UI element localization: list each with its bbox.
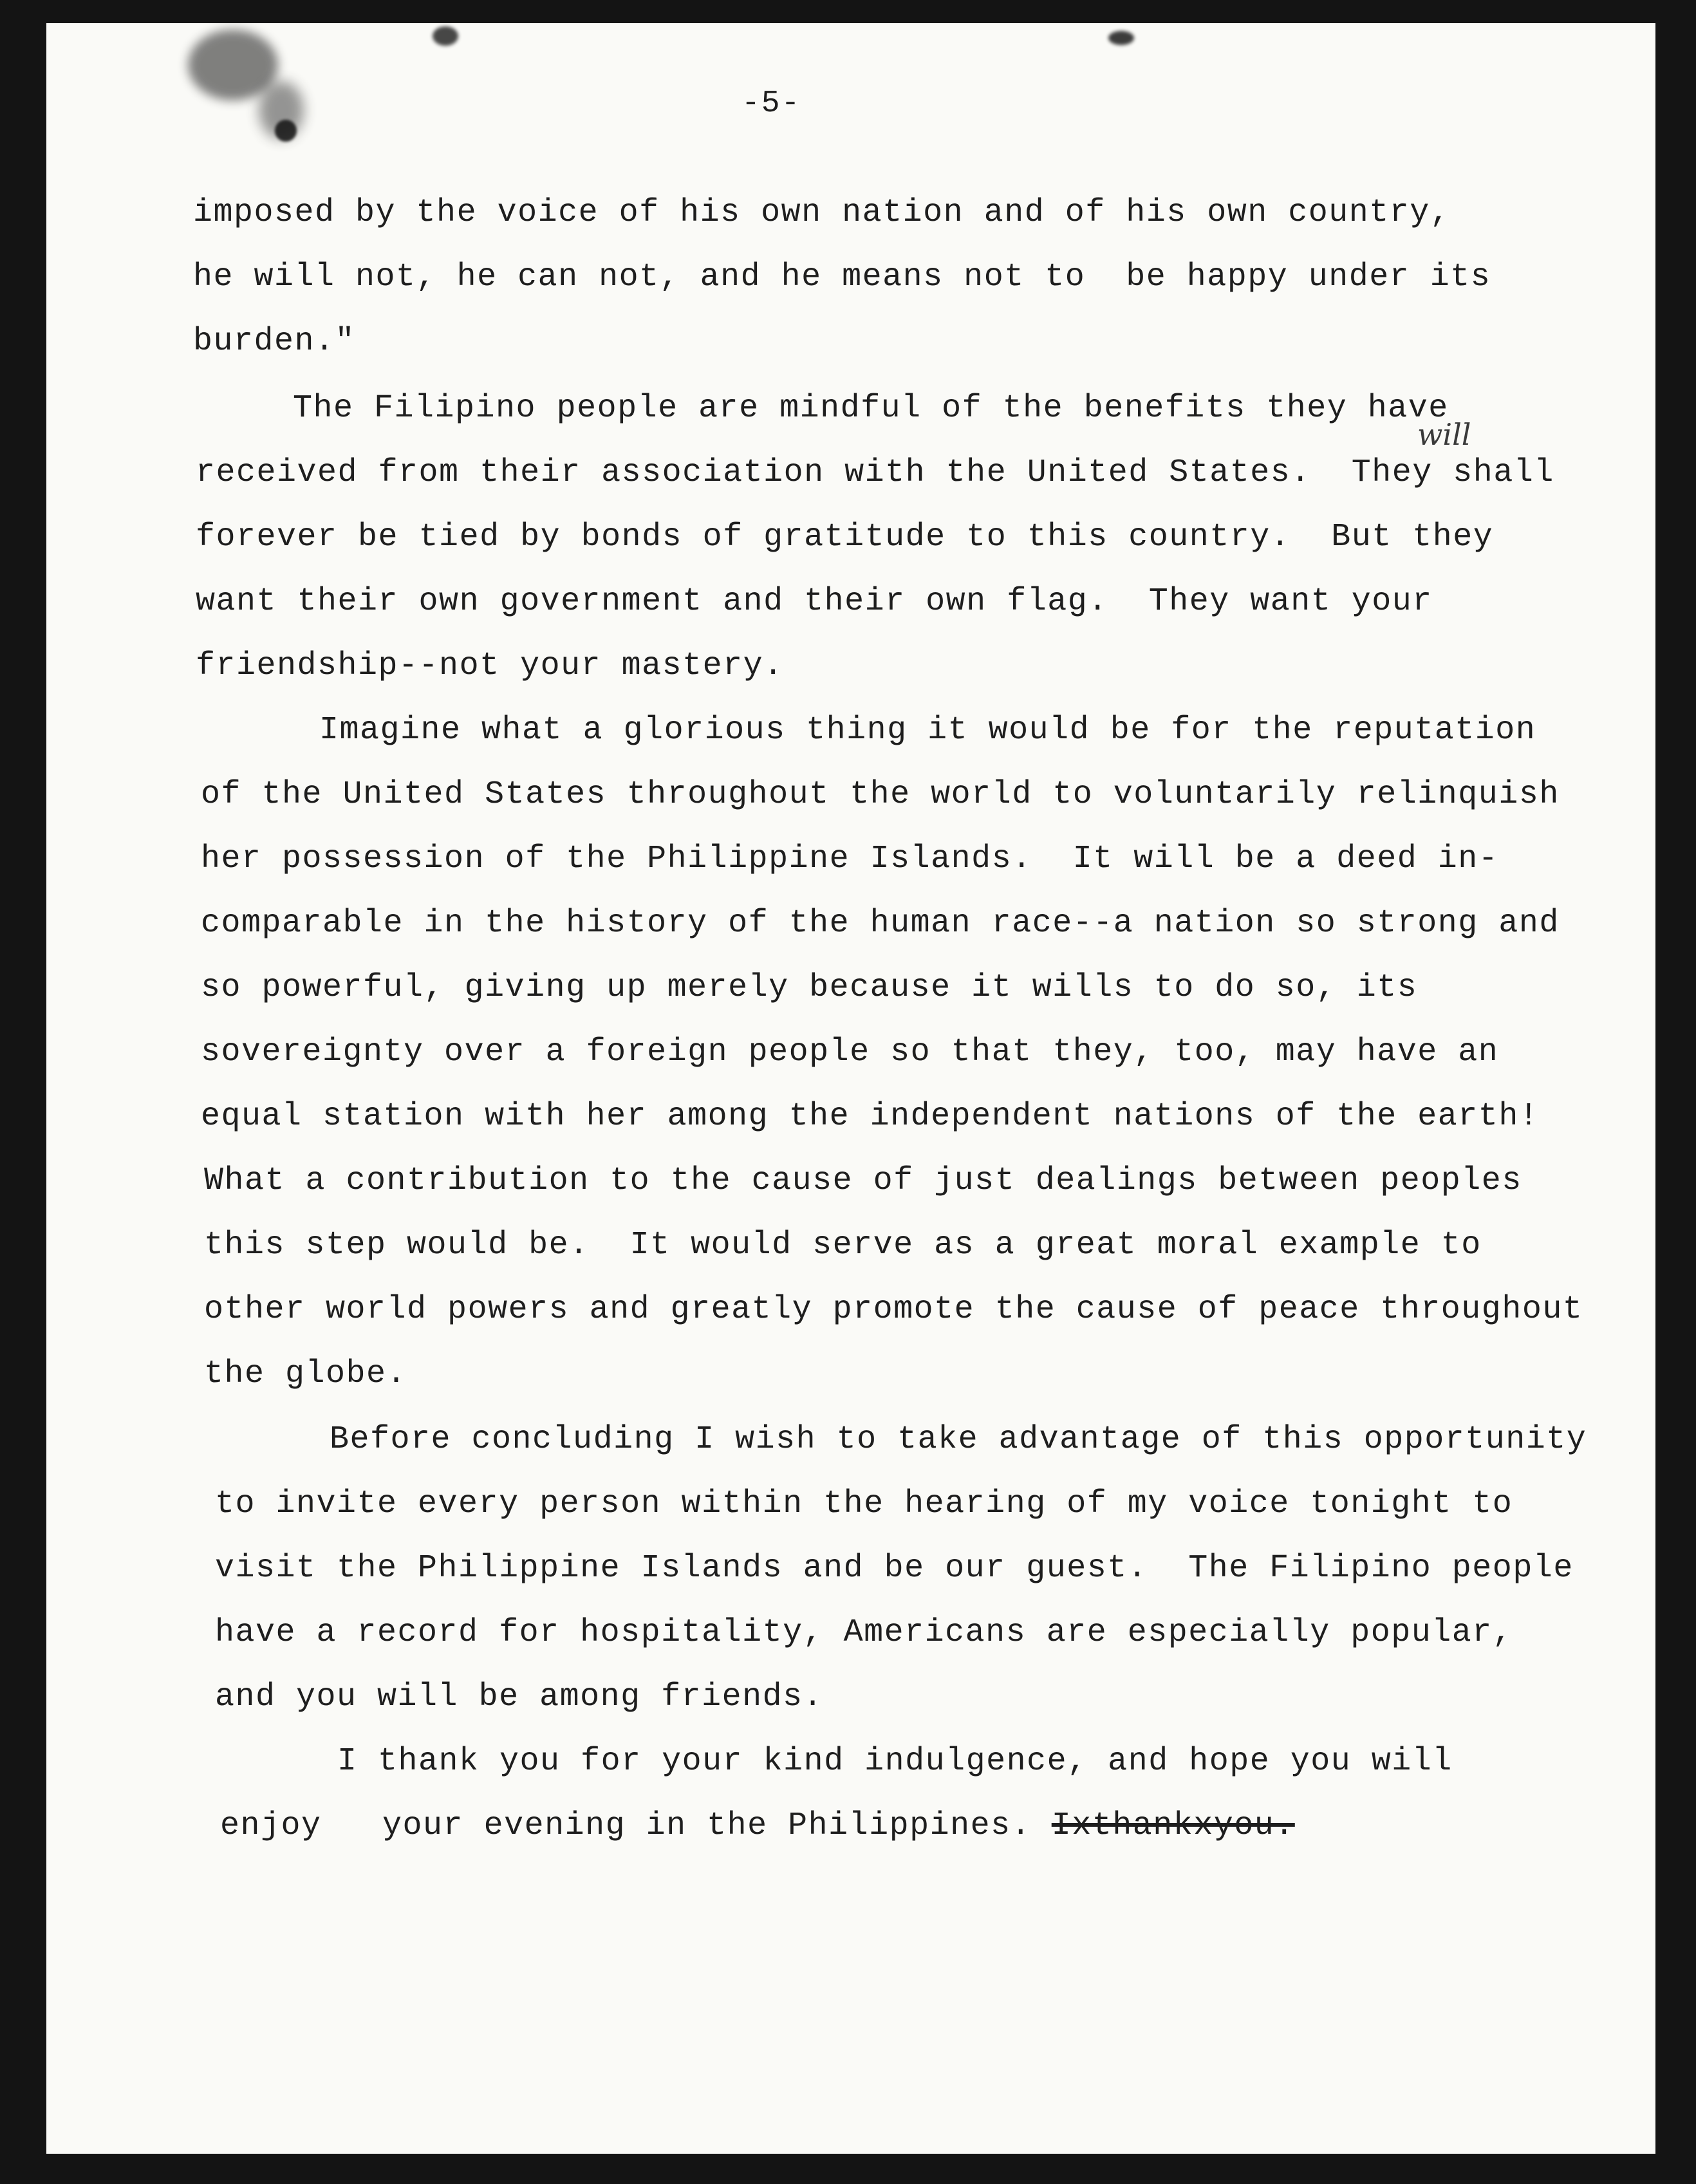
- text-line: to invite every person within the hearing of my voice tonight to: [215, 1486, 1513, 1522]
- text-line: What a contribution to the cause of just dealings between peoples: [204, 1162, 1522, 1199]
- text-line: forever be tied by bonds of gratitude to this country. But they: [196, 519, 1494, 555]
- text-line: Before concluding I wish to take advantage of this opportunity: [330, 1421, 1587, 1458]
- text-line: sovereignty over a foreign people so that they, too, may have an: [201, 1034, 1499, 1070]
- ink-smudge: [1108, 31, 1134, 45]
- text-line: her possession of the Philippine Islands. It will be a deed in-: [201, 841, 1499, 877]
- text-line: and you will be among friends.: [215, 1679, 824, 1715]
- struck-text: Ixthankxyou.: [1051, 1807, 1295, 1844]
- document-page: [46, 23, 1655, 2154]
- text-line: enjoy your evening in the Philippines. Ixthankxyou.: [220, 1807, 1295, 1844]
- text-line: burden.": [193, 323, 356, 360]
- text-line: I thank you for your kind indulgence, and hope you will: [337, 1743, 1453, 1780]
- text-line: of the United States throughout the world to voluntarily relinquish: [201, 776, 1560, 813]
- text-line: received from their association with the United States. They shall: [196, 454, 1554, 491]
- text-line: Imagine what a glorious thing it would be for the reputation: [319, 712, 1536, 749]
- text-line: this step would be. It would serve as a great moral example to: [204, 1227, 1482, 1264]
- page-number: -5-: [741, 86, 801, 121]
- text-line: he will not, he can not, and he means not to be happy under its: [193, 259, 1491, 295]
- ink-smudge: [275, 120, 297, 142]
- ink-smudge: [433, 26, 458, 46]
- text-line: so powerful, giving up merely because it wills to do so, its: [201, 969, 1418, 1006]
- handwritten-correction: will: [1417, 417, 1471, 452]
- text-line: comparable in the history of the human race--a nation so strong and: [201, 905, 1560, 942]
- text-line: other world powers and greatly promote the cause of peace throughout: [204, 1291, 1583, 1328]
- text-line: visit the Philippine Islands and be our guest. The Filipino people: [215, 1550, 1574, 1587]
- text-line: the globe.: [204, 1356, 407, 1392]
- text-line: have a record for hospitality, Americans are especially popular,: [215, 1614, 1513, 1651]
- text-line: The Filipino people are mindful of the benefits they have: [293, 390, 1449, 427]
- text-line: want their own government and their own flag. They want your: [196, 583, 1433, 620]
- text-line: equal station with her among the independent nations of the earth!: [201, 1098, 1540, 1135]
- text-line: imposed by the voice of his own nation and of his own country,: [193, 194, 1451, 231]
- text-line: friendship--not your mastery.: [196, 648, 784, 684]
